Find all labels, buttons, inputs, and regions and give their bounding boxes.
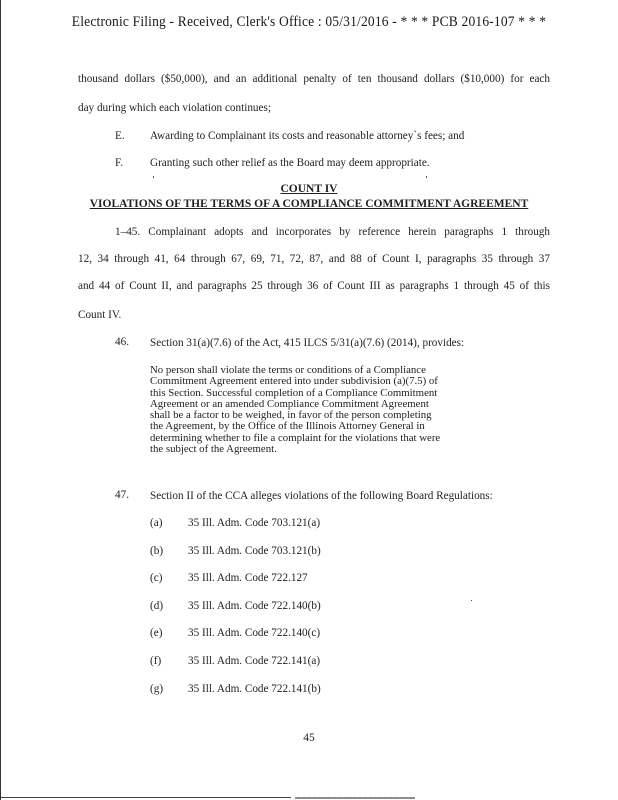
quote-line: No person shall violate the terms or conditions of a Compliance	[150, 364, 426, 376]
scan-speck	[471, 600, 472, 601]
count-subtitle: VIOLATIONS OF THE TERMS OF A COMPLIANCE COMMITMENT AGREEMENT	[89, 198, 529, 210]
regulation-citation: 35 Ill. Adm. Code 722.141(a)	[188, 655, 321, 667]
quote-line: Agreement or an amended Compliance Commitment Agreement	[150, 397, 429, 410]
item-text: Awarding to Complainant its costs and reasonable attorney`s fees; and	[150, 130, 465, 142]
regulation-letter: (a)	[150, 517, 163, 529]
intro-line-1: thousand dollars ($50,000), and an additional penalty of ten thousand dollars ($10,000) for each	[78, 73, 550, 85]
scan-speck	[426, 176, 427, 178]
regulation-letter: (f)	[150, 655, 162, 667]
para1-line-1: 1–45. Complainant adopts and incorporates by reference herein paragraphs 1 through	[115, 226, 550, 238]
paragraph-47-text: Section II of the CCA alleges violations of the following Board Regulations:	[150, 490, 493, 502]
statute-quote	[150, 365, 480, 455]
item-text: Granting such other relief as the Board may deem appropriate.	[150, 157, 430, 169]
regulation-letter: (e)	[150, 627, 163, 639]
scan-left-edge	[0, 0, 1, 800]
paragraph-number: 46.	[115, 336, 129, 348]
scan-bottom-edge	[1, 797, 291, 798]
filing-stamp-header: Electronic Filing - Received, Clerk's Office : 05/31/2016 - * * * PCB 2016-107 * * *	[71, 14, 547, 30]
count-title: COUNT IV	[280, 183, 338, 195]
para1-line-3: and 44 of Count II, and paragraphs 25 through 36 of Count III as paragraphs 1 through 45 of this	[78, 280, 550, 292]
regulation-citation: 35 Ill. Adm. Code 703.121(b)	[188, 545, 321, 557]
paragraph-number: 47.	[115, 489, 129, 501]
quote-line: shall be a factor to be weighed, in favor of the person completing	[150, 409, 432, 422]
page-number: 45	[303, 732, 315, 744]
para1-line-4: Count IV.	[78, 309, 122, 321]
regulation-citation: 35 Ill. Adm. Code 722.140(b)	[188, 600, 321, 612]
scan-bottom-edge-dashed	[295, 797, 415, 799]
regulation-letter: (g)	[150, 683, 164, 695]
quote-line: the subject of the Agreement.	[150, 443, 277, 456]
regulation-letter: (c)	[150, 572, 163, 584]
para1-line-2: 12, 34 through 41, 64 through 67, 69, 71, 72, 87, and 88 of Count I, paragraphs 35 through 37	[78, 253, 550, 265]
quote-line: the Agreement, by the Office of the Illinois Attorney General in	[150, 420, 425, 433]
regulation-letter: (b)	[150, 545, 164, 557]
regulation-citation: 35 Ill. Adm. Code 722.141(b)	[188, 683, 321, 695]
regulation-citation: 35 Ill. Adm. Code 722.140(c)	[188, 627, 321, 639]
regulation-citation: 35 Ill. Adm. Code 703.121(a)	[188, 517, 321, 529]
regulation-letter: (d)	[150, 600, 164, 612]
quote-line: Commitment Agreement entered into under subdivision (a)(7.5) of	[150, 375, 438, 388]
item-letter: E.	[115, 130, 125, 142]
quote-line: determining whether to file a complaint for the violations that were	[150, 431, 441, 444]
intro-line-2: day during which each violation continues;	[78, 102, 271, 114]
paragraph-46-text: Section 31(a)(7.6) of the Act, 415 ILCS 5/31(a)(7.6) (2014), provides:	[150, 337, 465, 349]
item-letter: F.	[115, 157, 124, 169]
regulation-citation: 35 Ill. Adm. Code 722.127	[188, 572, 308, 584]
scan-speck	[153, 176, 154, 178]
quote-line: this Section. Successful completion of a Compliance Commitment	[150, 386, 438, 399]
